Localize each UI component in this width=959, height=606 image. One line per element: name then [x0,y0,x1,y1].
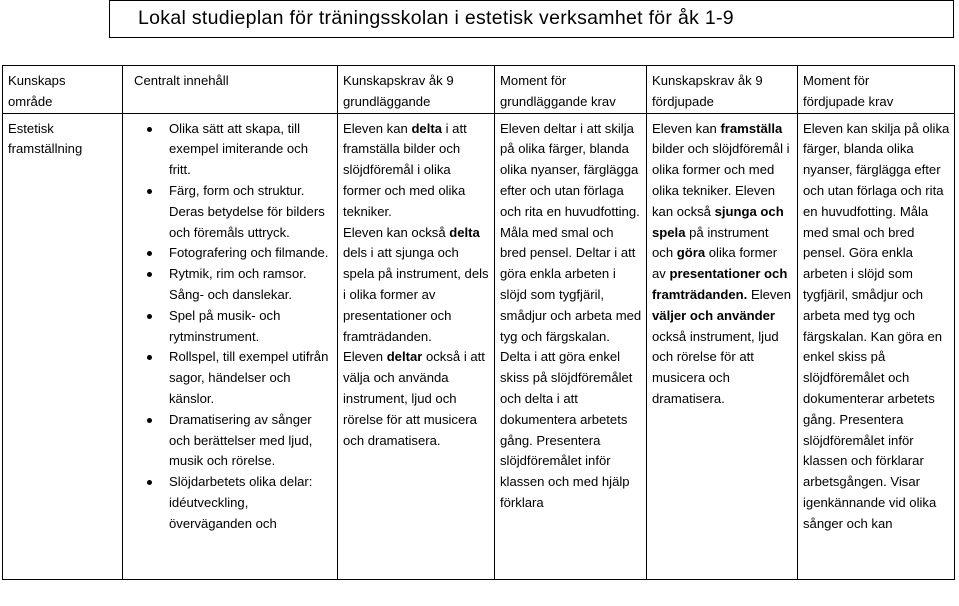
header-basic-requirements: Kunskapskrav åk 9 grundläggande [338,66,495,114]
basic-req-paragraph-2: Eleven kan också delta dels i att sjunga och spela på instrument, dels i olika former av presentationer och framträdanden. [343,224,489,344]
header-central-content: Centralt innehåll [123,66,338,114]
header-row [3,66,955,114]
advanced-requirements-cell: Eleven kan framställa bilder och slöjdföremål i olika former och med olika tekniker. Eleven kan också sjunga och spela på instrument och göra olika former av presentationer och framträdanden. Eleven väljer och använder också instrument, ljud och rörelse för att musicera och dramatisera. [647,113,798,579]
list-item: Slöjdarbetets olika delar: idéutveckling, överväganden och [169,472,333,534]
content-row [3,113,955,579]
list-item: Dramatisering av sånger och berättelser med ljud, musik och rörelse. [169,410,333,472]
central-content-list [128,119,333,535]
basic-moments-text: Eleven deltar i att skilja på olika färger, blanda olika nyanser, färglägga efter och utan förlaga och rita en huvudfotting. Måla med smal och bred pensel. Deltar i att göra enkla arbeten i slöjd som tygfjäril, smådjur och arbeta med tyg och färgskalan. Delta i att göra enkel skiss på slöjdföremålet och delta i att dokumentera arbetets gång. Presentera slöjdföremålet inför klassen och med hjälp förklara [500,120,642,510]
central-content-cell [123,113,338,579]
page-title: Lokal studieplan för träningsskolan i estetisk verksamhet för åk 1-9 [138,7,734,29]
basic-moments-cell [495,113,647,579]
header-basic-moments: Moment för grundläggande krav [495,66,647,114]
list-item: Färg, form och struktur. Deras betydelse för bilders och föremåls uttryck. [169,181,333,243]
list-item: Olika sätt att skapa, till exempel imiterande och fritt. [169,119,333,181]
area-cell: Estetisk framställning [3,113,123,579]
list-item: Rytmik, rim och ramsor. Sång- och danslekar. [169,264,333,306]
advanced-moments-cell [798,113,955,579]
list-item: Spel på musik- och rytminstrument. [169,306,333,348]
header-advanced-moments: Moment för fördjupade krav [798,66,955,114]
list-item: Fotografering och filmande. [169,243,333,264]
basic-req-paragraph-3: Eleven deltar också i att välja och använda instrument, ljud och rörelse för att musicera och dramatisera. [343,349,485,448]
advanced-moments-text: Eleven kan skilja på olika färger, blanda olika nyanser, färglägga efter och utan förlaga och rita en huvudfotting. Måla med smal och bred pensel. Göra enkla arbeten i slöjd som tygfjäril, smådjur och arbeta med tyg och färgskalan. Kan göra en enkel skiss på slöjdföremålet och dokumenterar arbetets gång. Presentera slöjdföremålet inför klassen och förklarar arbetsgången. Visar igenkännande vid olika sånger och kan [803,120,950,531]
title-box [109,0,954,38]
study-plan-table [2,65,955,580]
list-item: Rollspel, till exempel utifrån sagor, händelser och känslor. [169,347,333,409]
header-area: Kunskaps område [3,66,123,114]
header-advanced-requirements: Kunskapskrav åk 9 fördjupade [647,66,798,114]
basic-requirements-cell: Eleven kan delta i att framställa bilder och slöjdföremål i olika former och med olika tekniker. Eleven kan också delta dels i att sjunga och spela på instrument, dels i olika former av presentationer och framträdanden. Eleven deltar också i att välja och använda instrument, ljud och rörelse för att musicera och dramatisera. [338,113,495,579]
